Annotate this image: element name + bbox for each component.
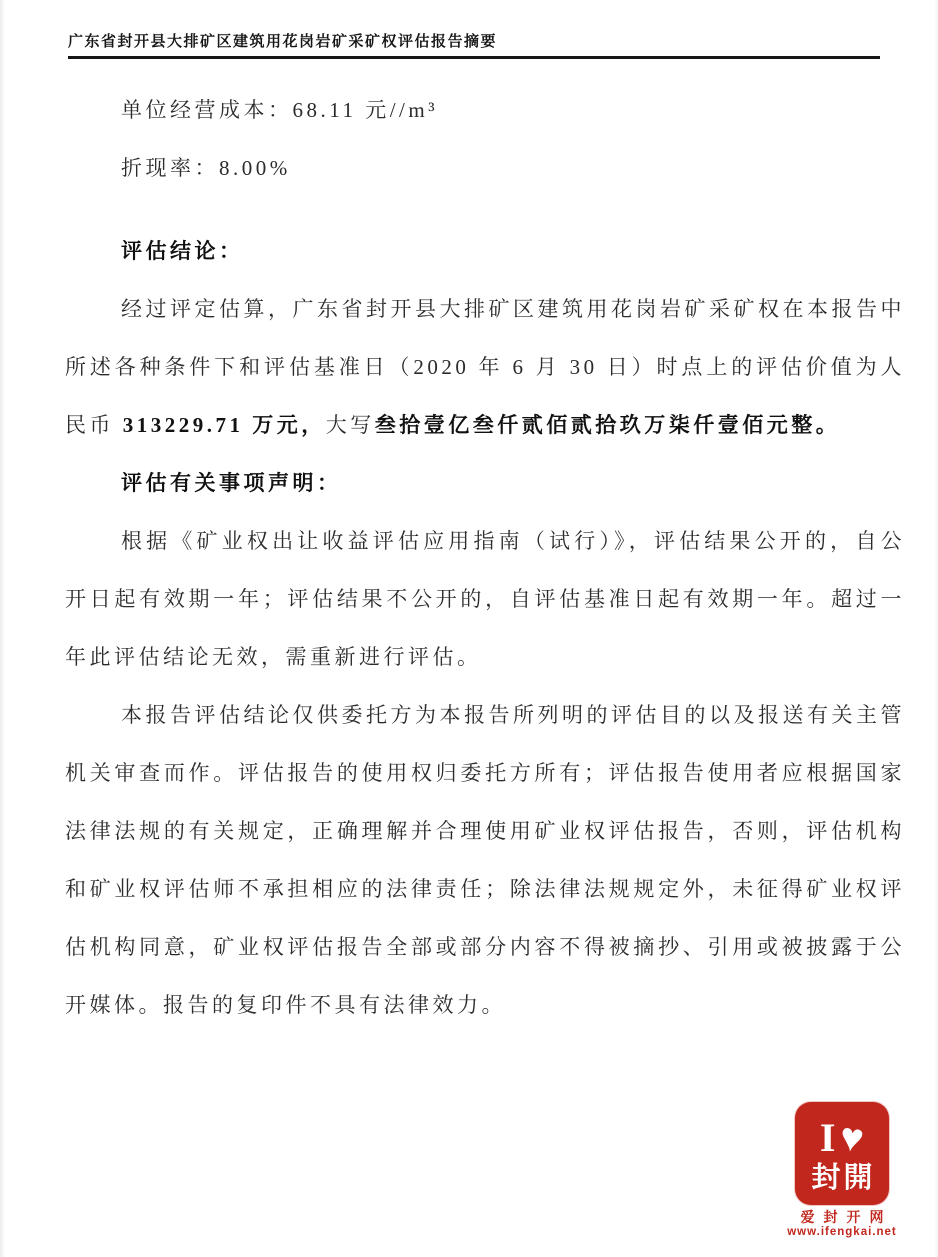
document-header: [0, 0, 938, 59]
red-stamp: [795, 1102, 889, 1205]
stamp-fengkai-characters: 封開: [811, 1161, 876, 1194]
unit-operating-cost-line: 单位经营成本：68.11 元//m³: [121, 98, 439, 122]
heart-icon: ♥: [837, 1113, 868, 1161]
stamp-top-row: [819, 1113, 868, 1161]
site-url-text: www.ifengkai.net: [787, 1226, 897, 1238]
site-name-text: 爱封开网: [800, 1209, 893, 1225]
statement-heading: 评估有关事项声明：: [121, 471, 342, 495]
statement-paragraph-usage: 本报告评估结论仅供委托方为本报告所列明的评估目的以及报送有关主管机关审查而作。评估报告的使用权归委托方所有；评估报告使用者应根据国家法律法规的有关规定，正确理解并合理使用矿业权评估报告，否则，评估机构和矿业权评估师不承担相应的法律责任；除法律法规规定外，未征得矿业权评估机构同意，矿业权评估报告全部或部分内容不得被摘抄、引用或被披露于公开媒体。报告的复印件不具有法律效力。: [65, 703, 905, 1017]
valuation-conclusion-paragraph: 经过评定估算，广东省封开县大排矿区建筑用花岗岩矿采矿权在本报告中所述各种条件下和评估基准日（2020 年 6 月 30 日）时点上的评估价值为人民币 313229.71 万元，大写叁拾壹亿叁仟贰佰贰拾玖万柒仟壹佰元整。: [65, 297, 905, 437]
valuation-conclusion-heading: 评估结论：: [121, 239, 244, 263]
stamp-letter-i: I: [819, 1114, 836, 1160]
report-header-title: 广东省封开县大排矿区建筑用花岗岩矿采矿权评估报告摘要: [68, 30, 880, 59]
discount-rate-line: 折现率：8.00%: [121, 156, 291, 180]
document-body: [0, 59, 938, 1034]
statement-paragraph-validity: 根据《矿业权出让收益评估应用指南（试行）》，评估结果公开的，自公开日起有效期一年；评估结果不公开的，自评估基准日起有效期一年。超过一年此评估结论无效，需重新进行评估。: [65, 529, 905, 669]
ifengkai-logo: [774, 1102, 910, 1239]
